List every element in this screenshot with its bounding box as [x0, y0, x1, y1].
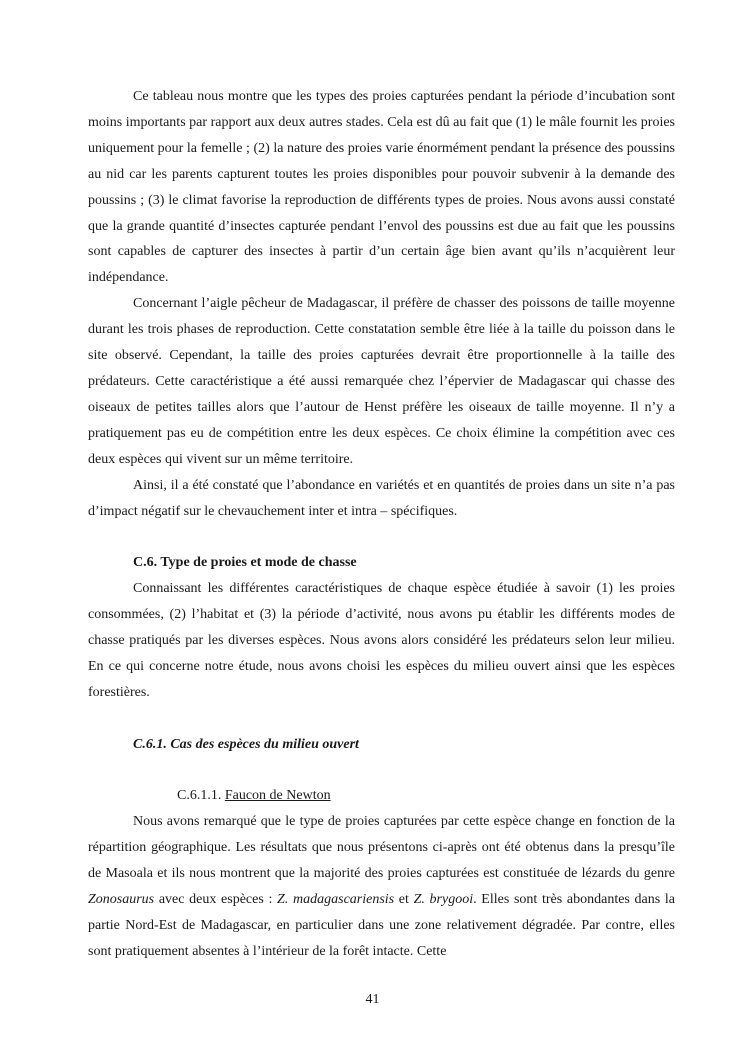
text-run: avec deux espèces :	[154, 892, 278, 908]
italic-species-2: Z. brygooi	[413, 892, 474, 908]
paragraph-faucon-newton	[88, 809, 675, 964]
section-heading-c6: C.6. Type de proies et mode de chasse	[133, 555, 357, 571]
section-heading-c611	[88, 783, 675, 809]
spacer	[88, 524, 675, 550]
heading-title: Faucon de Newton	[224, 788, 331, 804]
spacer	[88, 758, 675, 784]
text-run: Nous avons remarqué que le type de proies capturées par cette espèce change en fonction de la répartition géographique. Les résultats que nous présentons ci-après ont été obtenus dans la presqu’île de Masoala et ils nous montrent que la majorité des proies capturées est constituée de lézards du genre	[88, 814, 675, 882]
text-run: . Elles sont très abondantes dans la partie Nord-Est de Madagascar, en particulier dans une zone relativement dégradée. Par contre, elles sont pratiquement absentes à l’intérieur de la forêt intacte. Cette	[88, 892, 675, 959]
section-heading-c61: C.6.1. Cas des espèces du milieu ouvert	[133, 736, 359, 752]
paragraph-modes-de-chasse: Connaissant les différentes caractéristiques de chaque espèce étudiée à savoir (1) les proies consommées, (2) l’habitat et (3) la période d’activité, nous avons pu établir les différents modes de chasse pratiqués par les diverses espèces. Nous avons alors considéré les prédateurs selon leur milieu. En ce qui concerne notre étude, nous avons choisi les espèces du milieu ouvert ainsi que les espèces forestières.	[88, 581, 675, 700]
italic-species-1: Z. madagascariensis	[277, 892, 395, 908]
paragraph-incubation: Ce tableau nous montre que les types des proies capturées pendant la période d’incubation sont moins importants par rapport aux deux autres stades. Cela est dû au fait que (1) le mâle fournit les proies uniquement pour la femelle ; (2) la nature des proies varie énormément pendant la présence des poussins au nid car les parents capturent toutes les proies disponibles pour pouvoir subvenir à la demande des poussins ; (3) le climat favorise la reproduction de différents types de proies. Nous avons aussi constaté que la grande quantité d’insectes capturée pendant l’envol des poussins est due au fait que les poussins sont capables de capturer des insectes à partir d’un certain âge bien avant qu’ils n’acquièrent leur indépendance.	[88, 89, 675, 286]
spacer	[88, 706, 675, 732]
text-run: et	[394, 892, 414, 908]
page-number: 41	[365, 992, 380, 1007]
paragraph-abondance: Ainsi, il a été constaté que l’abondance en variétés et en quantités de proies dans un site n’a pas d’impact négatif sur le chevauchement inter et intra – spécifiques.	[88, 477, 675, 519]
heading-number: C.6.1.1.	[177, 788, 222, 804]
paragraph-aigle-pecheur: Concernant l’aigle pêcheur de Madagascar, il préfère de chasser des poissons de taille moyenne durant les trois phases de reproduction. Cette constatation semble être liée à la taille du poisson dans le site observé. Cependant, la taille des proies capturées devrait être proportionnelle à la taille des prédateurs. Cette caractéristique a été aussi remarquée chez l’épervier de Madagascar qui chasse des oiseaux de petites tailles alors que l’autour de Henst préfère les oiseaux de taille moyenne. Il n’y a pratiquement pas eu de compétition entre les deux espèces. Ce choix élimine la compétition avec ces deux espèces qui vivent sur un même territoire.	[88, 296, 675, 467]
page-content	[88, 84, 675, 965]
italic-genus: Zonosaurus	[88, 892, 155, 908]
